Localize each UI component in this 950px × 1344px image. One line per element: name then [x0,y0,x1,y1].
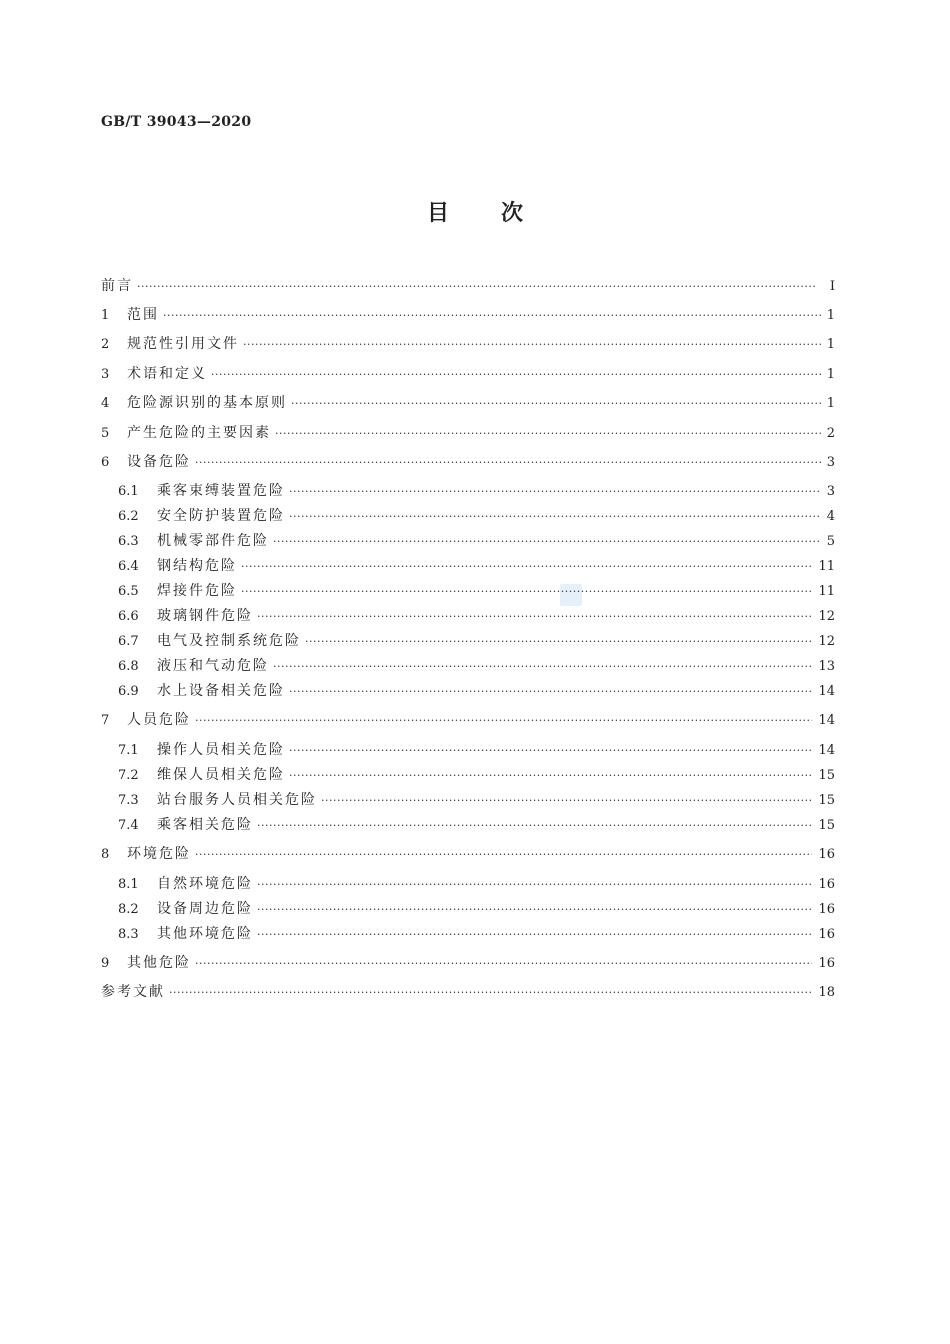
toc-page-number: 16 [818,877,835,892]
toc-number: 8.2 [118,902,139,917]
toc-entry[interactable] [101,363,835,383]
toc-page-number: 15 [818,818,835,833]
toc-number: 2 [101,337,110,352]
toc-entry[interactable] [118,580,835,600]
toc-leader-dots [289,510,821,523]
toc-page-number: 14 [818,684,835,699]
title-char: 目 [426,200,449,226]
toc-leader-dots [275,427,821,440]
toc-page-number: 11 [818,559,835,574]
toc-number: 3 [101,367,110,382]
toc-number: 6.7 [118,634,139,649]
toc-page-number: 12 [818,609,835,624]
toc-label: 乘客束缚装置危险 [157,483,285,499]
toc-number: 6.4 [118,559,139,574]
toc-leader-dots [243,338,821,351]
toc-number: 7.3 [118,793,139,808]
toc-entry[interactable] [101,709,835,729]
toc-leader-dots [289,685,812,698]
toc-label: 其他环境危险 [157,926,253,942]
toc-number: 8 [101,847,110,862]
toc-number: 1 [101,308,110,323]
toc-label: 前言 [101,278,133,294]
toc-page-number: 4 [826,509,835,524]
toc-label: 设备危险 [127,454,191,470]
toc-label: 钢结构危险 [157,558,237,574]
toc-page-number: 16 [818,902,835,917]
toc-entry[interactable] [118,764,835,784]
toc-number: 6.1 [118,484,139,499]
toc-label: 环境危险 [127,846,191,862]
toc-number: 6.5 [118,584,139,599]
toc-leader-dots [257,878,812,891]
toc-leader-dots [291,397,821,410]
toc-page-number: 3 [826,484,835,499]
toc-number: 8.3 [118,927,139,942]
toc-page-number: 16 [818,927,835,942]
toc-label: 参考文献 [101,984,165,1000]
toc-entry[interactable] [118,923,835,943]
toc-label: 规范性引用文件 [127,336,239,352]
toc-label: 人员危险 [127,712,191,728]
toc-leader-dots [289,485,821,498]
toc-page-number: 14 [818,743,835,758]
toc-page-number: 12 [818,634,835,649]
toc-entry[interactable] [101,952,835,972]
toc-page-number: 15 [818,768,835,783]
toc-page-number: 11 [818,584,835,599]
toc-entry[interactable] [118,789,835,809]
toc-number: 6.6 [118,609,139,624]
toc-label: 维保人员相关危险 [157,767,285,783]
toc-page-number: 1 [826,367,835,382]
toc-page-number: 18 [818,985,835,1000]
toc-entry[interactable] [101,422,835,442]
toc-leader-dots [273,660,812,673]
toc-entry[interactable] [118,898,835,918]
toc-leader-dots [211,368,821,381]
toc-leader-dots [289,744,812,757]
toc-number: 7 [101,713,110,728]
toc-number: 7.4 [118,818,139,833]
toc-leader-dots [163,309,821,322]
toc-number: 9 [101,956,110,971]
standard-id: GB/T 39043—2020 [101,114,252,130]
toc-entry[interactable] [118,655,835,675]
toc-entry[interactable] [118,680,835,700]
toc-label: 操作人员相关危险 [157,742,285,758]
toc-leader-dots [195,957,812,970]
toc-label: 站台服务人员相关危险 [157,792,317,808]
toc-number: 5 [101,426,110,441]
toc-entry[interactable] [118,873,835,893]
toc-label: 危险源识别的基本原则 [127,395,287,411]
toc-leader-dots [241,585,812,598]
toc-label: 玻璃钢件危险 [157,608,253,624]
toc-page-number: Ⅰ [829,279,835,294]
toc-page-number: 1 [826,396,835,411]
toc-page-number: 16 [818,847,835,862]
toc-number: 7.1 [118,743,139,758]
toc-entry[interactable] [118,814,835,834]
toc-label: 安全防护装置危险 [157,508,285,524]
toc-page-number: 3 [826,455,835,470]
toc-leader-dots [257,903,812,916]
toc-entry[interactable] [101,304,835,324]
toc-number: 6.8 [118,659,139,674]
toc-page-number: 1 [826,308,835,323]
toc-label: 术语和定义 [127,366,207,382]
toc-label: 其他危险 [127,955,191,971]
toc-entry[interactable] [101,843,835,863]
toc-entry[interactable] [118,630,835,650]
toc-leader-dots [257,819,812,832]
toc-page-number: 5 [826,534,835,549]
toc-entry[interactable] [101,451,835,471]
toc-page-number: 16 [818,956,835,971]
toc-page-number: 13 [818,659,835,674]
toc-number: 6 [101,455,110,470]
toc-page-number: 1 [826,337,835,352]
toc-label: 自然环境危险 [157,876,253,892]
toc-entry[interactable] [101,981,835,1001]
toc-entry[interactable] [118,505,835,525]
toc-page-number: 2 [826,426,835,441]
toc-number: 8.1 [118,877,139,892]
toc-leader-dots [241,560,812,573]
toc-label: 水上设备相关危险 [157,683,285,699]
toc-number: 6.3 [118,534,139,549]
toc-entry[interactable] [118,555,835,575]
toc-entry[interactable] [101,333,835,353]
toc-label: 液压和气动危险 [157,658,269,674]
toc-label: 产生危险的主要因素 [127,425,271,441]
toc-leader-dots [257,928,812,941]
toc-label: 电气及控制系统危险 [157,633,301,649]
toc-label: 焊接件危险 [157,583,237,599]
toc-leader-dots [273,535,821,548]
toc-label: 机械零部件危险 [157,533,269,549]
toc-label: 范围 [127,307,159,323]
toc-number: 7.2 [118,768,139,783]
toc-leader-dots [169,986,812,999]
toc-leader-dots [321,794,812,807]
toc-entry[interactable] [118,605,835,625]
toc-number: 6.2 [118,509,139,524]
toc-label: 乘客相关危险 [157,817,253,833]
toc-entry[interactable] [118,480,835,500]
toc-leader-dots [305,635,812,648]
toc-entry[interactable] [101,392,835,412]
toc-page-number: 14 [818,713,835,728]
page-title [0,196,950,227]
toc-label: 设备周边危险 [157,901,253,917]
toc-leader-dots [195,848,812,861]
toc-number: 4 [101,396,110,411]
title-char: 次 [501,200,524,226]
toc-entry[interactable] [101,275,835,295]
toc-number: 6.9 [118,684,139,699]
toc-page-number: 15 [818,793,835,808]
toc-leader-dots [195,714,812,727]
toc-leader-dots [289,769,812,782]
toc-entry[interactable] [118,739,835,759]
toc-leader-dots [257,610,812,623]
toc-leader-dots [137,280,824,293]
toc-entry[interactable] [118,530,835,550]
toc-leader-dots [195,456,821,469]
